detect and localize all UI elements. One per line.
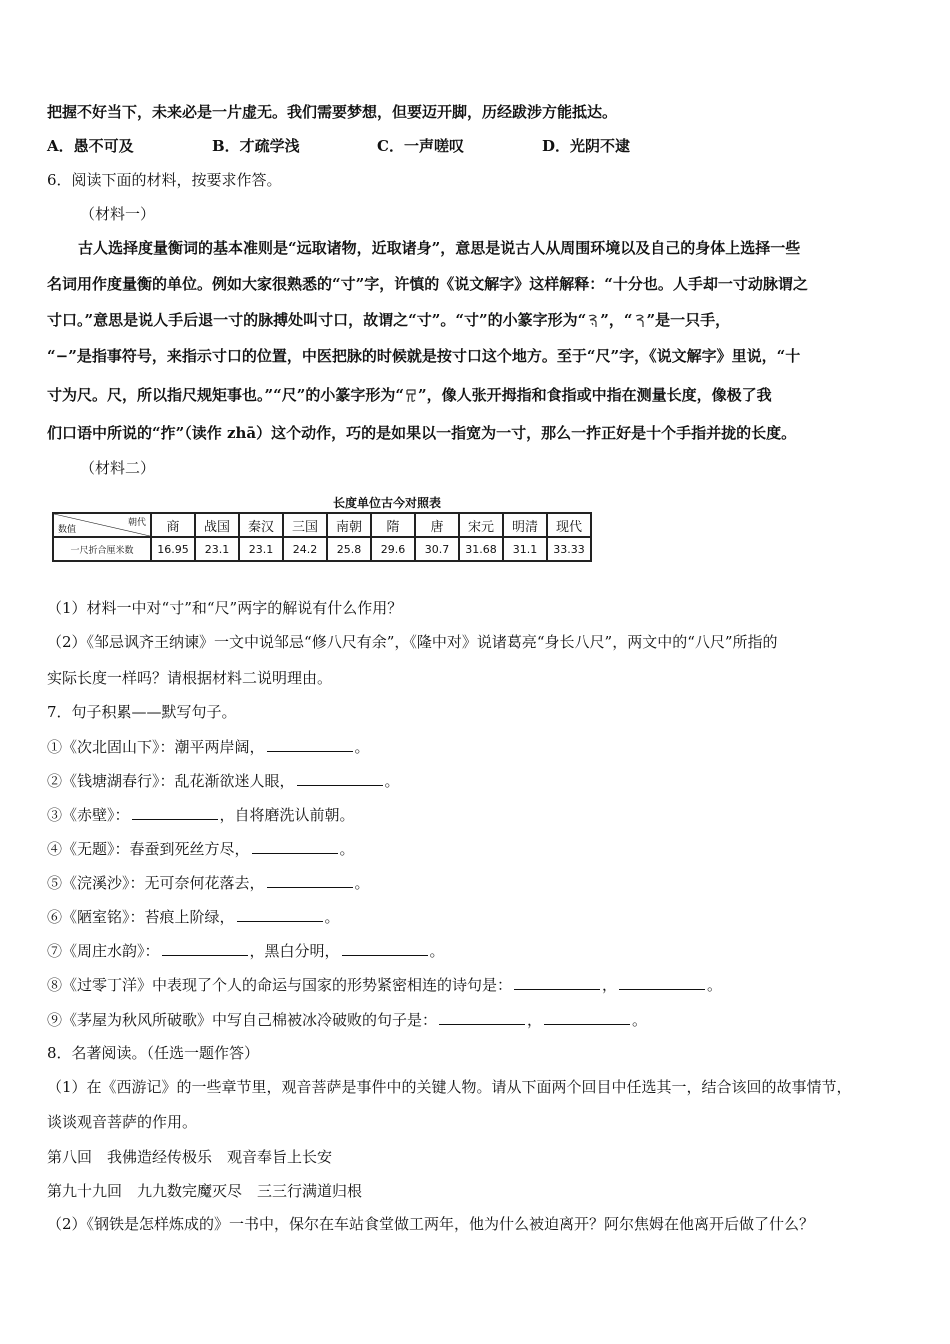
recite-item <box>47 907 340 927</box>
recite-item <box>47 873 370 893</box>
text-segment: 寸为尺。尺，所以指尺规矩事也。”“尺”的小篆字形为“ <box>47 386 405 404</box>
question-6-2: （2）《邹忌讽齐王纳谏》一文中说邹忌“修八尺有余”，《隆中对》说诸葛亮“身长八尺”，两文中的“八尺”所指的 <box>47 633 778 651</box>
paragraph-line: 们口语中所说的“拃”（读作 zhā）这个动作，巧的是如果以一指宽为一寸，那么一拃正好是十个手指并拢的长度。 <box>47 424 797 442</box>
answer-blank[interactable] <box>267 737 353 752</box>
question-8: 8．名著阅读。（任选一题作答） <box>47 1044 260 1062</box>
question-8-2: （2）《钢铁是怎样炼成的》一书中，保尔在车站食堂做工两年，他为什么被迫离开？阿尔焦姆在他离开后做了什么？ <box>47 1215 815 1233</box>
text-segment: ⑧《过零丁洋》中表现了个人的命运与国家的形势紧密相连的诗句是： <box>47 976 513 994</box>
table-header-cell: 隋 <box>371 513 415 537</box>
table-header-cell: 唐 <box>415 513 459 537</box>
answer-blank[interactable] <box>162 941 248 956</box>
table-value-cell: 23.1 <box>195 537 239 561</box>
table-value-cell: 31.1 <box>503 537 547 561</box>
recite-item <box>47 737 370 757</box>
table-value-cell: 31.68 <box>459 537 503 561</box>
answer-blank[interactable] <box>342 941 428 956</box>
table-value-cell: 33.33 <box>547 537 591 561</box>
table-header-cell: 三国 <box>283 513 327 537</box>
text-segment: ④《无题》：春蚕到死丝方尽， <box>47 840 250 858</box>
text-segment: 寸口。”意思是说人手后退一寸的脉搏处叫寸口，故谓之“寸”。“寸”的小篆字形为“ <box>47 311 587 329</box>
text-segment: ， <box>527 1011 543 1029</box>
option-a[interactable]: A．愚不可及 <box>47 137 134 155</box>
text-segment: 。 <box>339 840 355 858</box>
table-header-cell: 南朝 <box>327 513 371 537</box>
option-d[interactable]: D．光阴不逮 <box>542 137 631 155</box>
option-b[interactable]: B．才疏学浅 <box>212 137 300 155</box>
text-segment: ⑦《周庄水韵》： <box>47 942 160 960</box>
corner-dynasty-label: 朝代 <box>127 518 146 528</box>
text-segment: ，自将磨洗认前朝。 <box>219 806 355 824</box>
text-segment: ①《次北固山下》：潮平两岸阔， <box>47 738 265 756</box>
paragraph-line <box>47 310 730 330</box>
material-1-label: （材料一） <box>80 205 156 223</box>
comparison-table <box>52 512 592 562</box>
text-segment: 。 <box>324 908 340 926</box>
question-6-1: （1）材料一中对“寸”和“尺”两字的解说有什么作用？ <box>47 599 403 617</box>
text-segment: ，黑白分明， <box>249 942 340 960</box>
text-segment: 。 <box>384 772 400 790</box>
text-segment: 。 <box>354 738 370 756</box>
answer-blank[interactable] <box>252 839 338 854</box>
corner-value-label: 数值 <box>58 525 77 535</box>
text-segment: ⑥《陋室铭》：苔痕上阶绿， <box>47 908 235 926</box>
table-header-cell: 战国 <box>195 513 239 537</box>
table-title: 长度单位古今对照表 <box>332 496 441 510</box>
table-header-cell: 秦汉 <box>239 513 283 537</box>
answer-blank[interactable] <box>132 805 218 820</box>
recite-item <box>47 771 400 791</box>
question-6: 6．阅读下面的材料，按要求作答。 <box>47 171 282 189</box>
table-header-cell: 宋元 <box>459 513 503 537</box>
table-value-cell: 25.8 <box>327 537 371 561</box>
answer-blank[interactable] <box>544 1010 630 1025</box>
table-value-cell: 30.7 <box>415 537 459 561</box>
chapter-title: 第九十九回 九九数完魔灭尽 三三行满道归根 <box>47 1182 363 1200</box>
seal-script-cun-icon <box>586 313 600 329</box>
table-corner-cell <box>53 513 151 537</box>
text-segment: 。 <box>632 1011 648 1029</box>
text-segment: ②《钱塘湖春行》：乱花渐欲迷人眼， <box>47 772 295 790</box>
seal-script-hand-icon <box>633 313 647 329</box>
text-line: 把握不好当下，未来必是一片虚无。我们需要梦想，但要迈开脚，历经跋涉方能抵达。 <box>47 103 618 121</box>
question-8-1-cont: 谈谈观音菩萨的作用。 <box>47 1113 198 1131</box>
question-8-1: （1）在《西游记》的一些章节里，观音菩萨是事件中的关键人物。请从下面两个回目中任选其一，结合该回的故事情节， <box>47 1078 852 1096</box>
text-segment: 。 <box>429 942 445 960</box>
question-6-2-cont: 实际长度一样吗？请根据材料二说明理由。 <box>47 669 333 687</box>
seal-script-chi-icon <box>404 388 418 404</box>
length-unit-table <box>52 494 642 562</box>
text-segment: ”，“ <box>600 311 633 329</box>
recite-item <box>47 1010 647 1030</box>
recite-item <box>47 805 355 825</box>
answer-blank[interactable] <box>439 1010 525 1025</box>
table-header-cell: 明清 <box>503 513 547 537</box>
answer-blank[interactable] <box>267 873 353 888</box>
text-segment: ⑤《浣溪沙》：无可奈何花落去， <box>47 874 265 892</box>
text-segment: ”，像人张开拇指和食指或中指在测量长度，像极了我 <box>418 386 772 404</box>
answer-blank[interactable] <box>619 975 705 990</box>
table-value-cell: 24.2 <box>283 537 327 561</box>
table-value-cell: 16.95 <box>151 537 195 561</box>
table-header-cell: 商 <box>151 513 195 537</box>
recite-item <box>47 839 355 859</box>
text-segment: ③《赤壁》： <box>47 806 130 824</box>
paragraph-line: “−”是指事符号，来指示寸口的位置，中医把脉的时候就是按寸口这个地方。至于“尺”字，《说文解字》里说，“十 <box>47 347 801 365</box>
table-row-label: 一尺折合厘米数 <box>53 537 151 561</box>
paragraph-line <box>47 385 772 405</box>
option-c[interactable]: C．一声嗟叹 <box>377 137 464 155</box>
text-segment: 。 <box>707 976 723 994</box>
answer-blank[interactable] <box>514 975 600 990</box>
text-segment: ， <box>602 976 618 994</box>
text-segment: ⑨《茅屋为秋风所破歌》中写自己棉被冰冷破败的句子是： <box>47 1011 438 1029</box>
paragraph-line: 古人选择度量衡词的基本准则是“远取诸物，近取诸身”，意思是说古人从周围环境以及自己的身体上选择一些 <box>78 239 801 257</box>
question-7: 7．句子积累——默写句子。 <box>47 703 237 721</box>
table-value-cell: 29.6 <box>371 537 415 561</box>
options-row <box>47 136 847 156</box>
recite-item <box>47 941 445 961</box>
chapter-title: 第八回 我佛造经传极乐 观音奉旨上长安 <box>47 1148 333 1166</box>
answer-blank[interactable] <box>237 907 323 922</box>
text-segment: ”是一只手， <box>646 311 731 329</box>
recite-item <box>47 975 722 995</box>
table-header-cell: 现代 <box>547 513 591 537</box>
paragraph-line: 名词用作度量衡的单位。例如大家很熟悉的“寸”字，许慎的《说文解字》这样解释：“十分也。人手却一寸动脉谓之 <box>47 275 808 293</box>
material-2-label: （材料二） <box>80 459 156 477</box>
table-value-cell: 23.1 <box>239 537 283 561</box>
text-segment: 。 <box>354 874 370 892</box>
answer-blank[interactable] <box>297 771 383 786</box>
